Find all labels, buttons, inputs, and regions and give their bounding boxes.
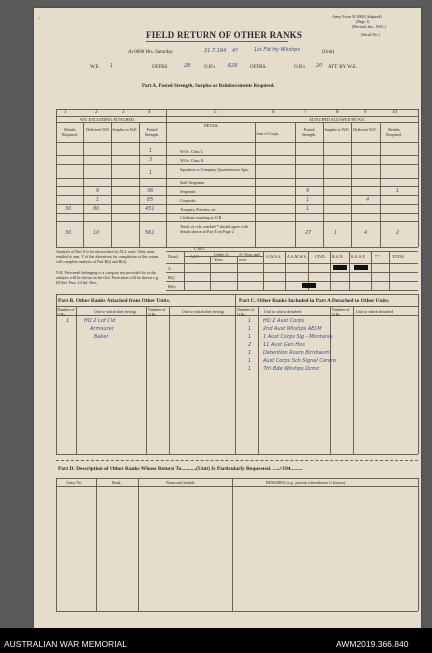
total-value: 561 (145, 230, 155, 236)
row-detail: Civilians counting as O.R. (180, 215, 223, 220)
part-c-num: 1 (248, 326, 252, 332)
part-d-head: REMARKS (e.g., present whereabouts if known). (266, 480, 346, 485)
col-num: 2 (95, 110, 98, 115)
part-b-num: 1 (66, 318, 70, 324)
group-left: W.E. EXCLUDING ATTACHED. (80, 117, 135, 122)
cell-value: 36 (147, 188, 154, 194)
col-head: Reinfts Required. (62, 127, 78, 137)
ors2-label: O.R's (294, 65, 306, 70)
redaction-block (302, 283, 316, 288)
part-c-head: Number of O.Rs. (332, 307, 350, 317)
footer-bar (0, 628, 432, 653)
total-value: 30 (65, 230, 72, 236)
analysis-head: CIVIL (315, 254, 326, 259)
part-c-unit: 1 Aust Corps Sig - Montania (263, 334, 333, 340)
unit-label: (Unit) (322, 50, 335, 55)
analysis-head: A.W.A.S. (266, 254, 282, 259)
redaction-block (354, 265, 368, 270)
total-value: 10 (93, 230, 100, 236)
col-head: Reinfts Required. (386, 127, 402, 137)
analysis-head: TOTAL (392, 254, 405, 259)
part-a-title: Part A. Posted Strength, Surplus or Reinforcements Required. (142, 84, 275, 89)
offrs-label: OFFRS. (152, 65, 169, 70)
row-detail: Sergeants (180, 189, 196, 194)
att-label: ATT. BY W.E. (328, 65, 358, 70)
col-head: Surplus to W.E. (112, 127, 138, 132)
cell-value: 30 (65, 206, 72, 212)
cell-value: 9 (96, 188, 100, 194)
cmf-label: C.M.F. (194, 246, 206, 251)
part-c-head: Unit to which detached (356, 309, 394, 314)
part-c-head: Number of O.Rs. (237, 307, 255, 317)
analysis-head: Under 21 Years (214, 252, 229, 262)
analysis-head: R.A.N. (332, 254, 344, 259)
totals-detail: Totals of cols. marked * should agree with details shown in Part E on Page 2 (180, 224, 248, 234)
army-form-label: Army Form W.3008 (Adapted) (332, 14, 382, 19)
row-detail: Staff Sergeants (180, 180, 205, 185)
date-value: 21.7.194 (204, 48, 227, 54)
unit-value: 1st Fld Hy Wkshps (254, 47, 301, 53)
analysis-row-label: B(ii) (168, 284, 176, 289)
col-head: Posted Strength. (144, 127, 160, 137)
serial-label: (Serial No.) (361, 32, 380, 37)
col-head: Arm of Corps. (256, 131, 280, 136)
part-c-num: 1 (248, 358, 252, 364)
col-num: 4 (148, 110, 151, 115)
year-value: 4? (232, 48, 238, 54)
form-title: FIELD RETURN OF OTHER RANKS (146, 30, 303, 40)
at-line: At 0600 Hrs. Saturday (128, 50, 173, 55)
part-b-unit: HQ 2 Lof Cld (84, 318, 116, 324)
col-head: Deficient W.E. (353, 127, 377, 132)
part-c-unit: 7th Bde Wkshps Dcmc (263, 366, 320, 372)
row-detail: Squadron or Company Quartermaster Sgts. (180, 167, 249, 172)
total-value: 4 (364, 230, 368, 236)
cell-value: 4 (366, 197, 370, 203)
form-sheet (34, 8, 421, 628)
col-num: 9 (364, 110, 367, 115)
part-c-num: 2 (248, 342, 252, 348)
total-value: 2 (396, 230, 400, 236)
part-b-head: Unit to which they belong (94, 309, 136, 314)
col-head: Deficient W.E. (86, 127, 110, 132)
part-c-unit: Aust Corps Sch Signal Centre (263, 358, 337, 364)
analysis-head: A.A.M.W.S. (287, 254, 307, 259)
part-c-num: 1 (248, 366, 252, 372)
analysis-row-label: A (168, 266, 171, 271)
part-d-head: Name and Initials (166, 480, 195, 485)
revised-label: (Revised Jan., 1941.) (352, 24, 386, 29)
analysis-note: Analysis of Part A to be shown here by ALL units. Only units entitled to arm. V of the alterations for completion of this return will complete analysis of Part B(i) and B(ii). (56, 249, 159, 264)
col-num: 6 (272, 110, 275, 115)
part-c-unit: 2nd Aust Wkshps AELM (263, 326, 322, 332)
cell-value: 1 (306, 197, 310, 203)
part-c-unit: 11 Aust Gen Hos (263, 342, 305, 348)
cell-value: 451 (145, 206, 155, 212)
total-value: 1 (334, 230, 338, 236)
personnel-note: N.B. Personnel belonging to a category not provided for in the analysis will be shown in the Ord. Particulars will be shown e.g. ID Ind. Pnrs. 10 Inf. Pnrs. (56, 270, 159, 285)
part-c-unit: HQ 2 Aust Corps (263, 318, 305, 324)
footer-source: AUSTRALIAN WAR MEMORIAL (4, 639, 127, 649)
redaction-block (333, 265, 347, 270)
cell-value: 1 (149, 170, 153, 176)
part-b-head: Number of O.Rs. (148, 307, 166, 317)
analysis-head: * * (375, 254, 380, 259)
analysis-head: R.A.A.F. (351, 254, 366, 259)
part-c-head: Unit to which detached (264, 309, 302, 314)
cell-value: 1 (396, 188, 400, 194)
we-label: W.E. (90, 65, 100, 70)
cell-value: 1 (149, 148, 153, 154)
total-value: 27 (305, 230, 312, 236)
col-num: 7 (304, 110, 307, 115)
part-d-title: Part D. Description of Other Ranks Whose Return To...........(Unit) Is Particularly Requested. .....//194......... (58, 466, 303, 472)
col-num: 10 (392, 110, 397, 115)
cell-value: 3 (149, 157, 153, 163)
group-detail: DETAIL. (204, 123, 220, 128)
row-detail: W.Os. Class I. (180, 149, 203, 154)
cell-value: 85 (147, 197, 154, 203)
corner-mark: E (38, 16, 41, 21)
col-num: 8 (336, 110, 339, 115)
col-num: 1 (64, 110, 67, 115)
row-detail: Corporals (180, 198, 196, 203)
ors-value: 628 (228, 63, 238, 69)
part-b-head: Number of O.Rs. (57, 307, 75, 317)
cell-value: 80 (93, 206, 100, 212)
part-b-title: Part B. Other Ranks Attached from Other Units. (58, 298, 171, 304)
col-num: 5 (214, 110, 217, 115)
offrs-value: 28 (184, 63, 191, 69)
page-label: (Page 1) (356, 19, 370, 24)
analysis-head: Detail (168, 254, 178, 259)
offrs2-label: OFFRS. (250, 65, 267, 70)
cell-value: 9 (306, 188, 310, 194)
part-c-num: 1 (248, 334, 252, 340)
analysis-row-label: B(i) (168, 275, 175, 280)
cell-value: 1 (306, 206, 310, 212)
part-b-unit: Armourer (90, 326, 114, 332)
part-c-title: Part C. Other Ranks Included in Part A Detached to Other Units. (239, 298, 390, 304)
cell-value: 1 (96, 197, 100, 203)
part-b-unit: Baker (94, 334, 109, 340)
part-c-unit: Detention Room Birnbaum (263, 350, 330, 356)
footer-id: AWM2019.366.840 (336, 639, 409, 649)
we-value: 1 (110, 63, 114, 69)
analysis-head: 21 Years and over (239, 252, 260, 262)
col-num: 3 (122, 110, 125, 115)
group-right: ATTACHED ALLOWED BY W.E. (309, 117, 366, 122)
ors-label: O.R's (204, 65, 216, 70)
ors2-value: 20 (316, 63, 323, 69)
part-c-num: 1 (248, 318, 252, 324)
analysis-head: A.I.F. (190, 254, 200, 259)
row-detail: W.Os. Class II. (180, 158, 205, 163)
part-c-num: 1 (248, 350, 252, 356)
part-b-head: Unit to which they belong (182, 309, 224, 314)
part-d-head: Rank. (112, 480, 122, 485)
col-head: Posted Strength. (301, 127, 317, 137)
row-detail: Troopers, Privates, etc. (180, 207, 217, 212)
col-head: Surplus to W.E. (324, 127, 350, 132)
part-d-head: Army No. (66, 480, 83, 485)
